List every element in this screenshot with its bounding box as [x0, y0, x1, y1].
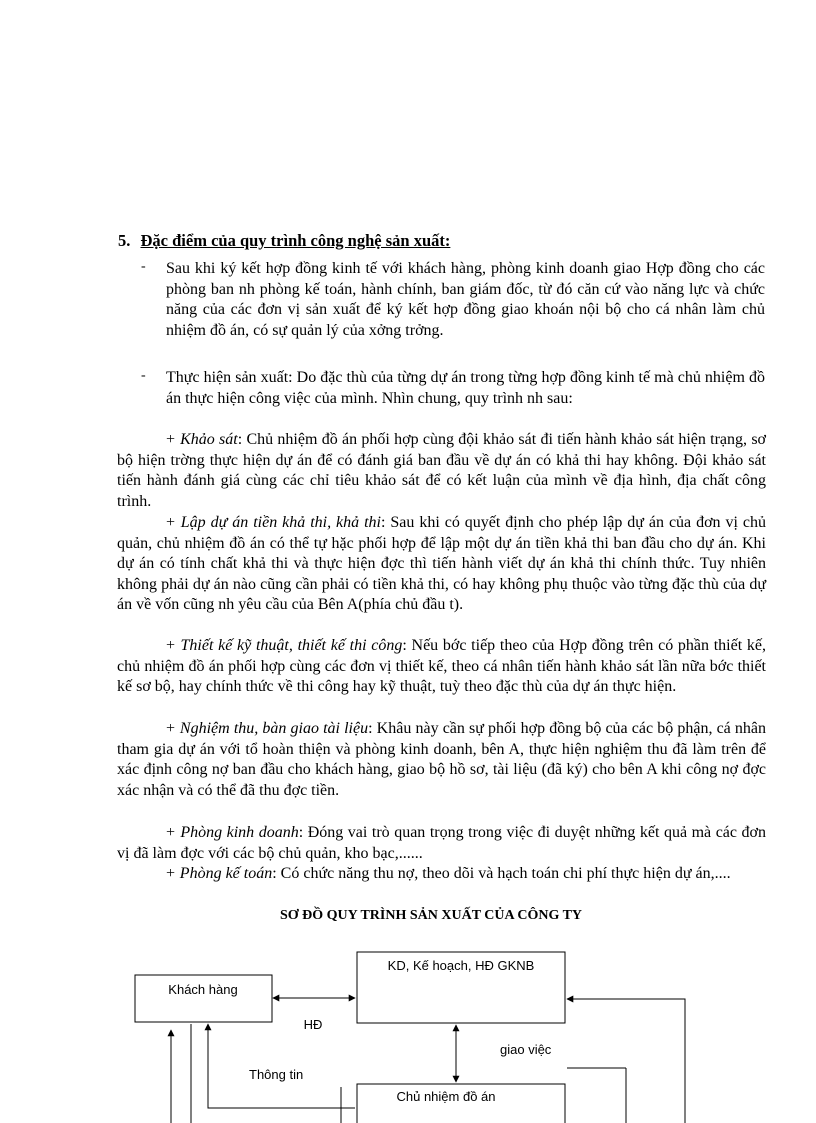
arrow-chu-nhiem-khach-hang	[208, 1024, 355, 1108]
paragraph-text: : Chủ nhiệm đồ án phối hợp cùng đội khảo sát đi tiến hành khảo sát hiện trạng, sơ bộ hiện trờng thực hiện dự án để có đánh giá ban đầu về dự án có khả thi hay không. Đội khảo sát tiến hành đánh giá cùng các chỉ tiêu khảo sát để có kết luận của mình về địa hình, địa chất công trình.	[117, 431, 767, 510]
bullet-text: Sau khi ký kết hợp đồng kinh tế với khách hàng, phòng kinh doanh giao Hợp đồng cho các phòng ban nh phòng kế toán, hành chính, ban giám đốc, từ đó căn cứ vào năng lực và chức năng của các đơn vị sản xuất để ký kết hợp đồng giao khoán nội bộ cho cá nhân làm chủ nhiệm đồ án, có sự quản lý của xởng trởng.	[166, 260, 765, 339]
edge-label-thong-tin: Thông tin	[249, 1067, 304, 1082]
paragraph-lead: + Lập dự án tiền khả thi, khả thi	[165, 514, 381, 531]
diagram-title: SƠ ĐỒ QUY TRÌNH SẢN XUẤT CỦA CÔNG TY	[279, 908, 583, 923]
paragraph-lead: + Thiết kế kỹ thuật, thiết kế thi công	[165, 637, 403, 654]
paragraph-text: : Có chức năng thu nợ, theo dõi và hạch toán chi phí thực hiện dự án,....	[272, 865, 731, 882]
section-number: 5.	[118, 231, 131, 250]
edge-label-hd: HĐ	[303, 1017, 323, 1032]
bullet-text: Thực hiện sản xuất: Do đặc thù của từng dự án trong từng hợp đồng kinh tế mà chủ nhiệm đồ án thực hiện công việc của mình. Nhìn chung, quy trình nh sau:	[166, 369, 765, 407]
section-title: Đặc điểm của quy trình công nghệ sản xuất:	[140, 231, 451, 250]
paragraph-lead: + Phòng kinh doanh	[165, 824, 299, 841]
box-khach-hang-label: Khách hàng	[168, 982, 238, 997]
paragraph-lead: + Khảo sát	[165, 431, 238, 448]
paragraph-lead: + Phòng kế toán	[165, 865, 273, 882]
paragraph-lead: + Nghiệm thu, bàn giao tài liệu	[165, 720, 369, 737]
box-chu-nhiem-do-an-label: Chủ nhiệm đồ án	[396, 1089, 496, 1104]
box-kd-ke-hoach-label: KD, Kế hoạch, HĐ GKNB	[387, 958, 535, 973]
paragraph-text: : Nếu bớc tiếp theo của Hợp đồng trên có phần thiết kế, chủ nhiệm đồ án phối hợp cùng các đơn vị thiết kế, theo cá nhân tiến hành khảo sát lần nữa bớc thiết kế sơ bộ, hay chính thức về thi công hay kỹ thuật, tuỳ theo đặc thù của dự án thực hiện.	[117, 637, 766, 695]
bullet-marker: -	[141, 259, 146, 274]
paragraph-text: : Đóng vai trò quan trọng trong việc đi duyệt những kết quả mà các đơn vị đã làm đợc với các bộ chủ quản, kho bạc,......	[117, 824, 766, 862]
edge-label-giao-viec: giao việc	[500, 1042, 552, 1057]
paragraph-text: : Khâu này cần sự phối hợp đồng bộ của các bộ phận, cá nhân tham gia dự án với tổ hoàn thiện và phòng kinh doanh, bên A, thực hiện nghiệm thu đã làm trên để xác định công nợ ban đầu cho khách hàng, giao bộ hồ sơ, tài liệu (đã ký) cho bên A khi công nợ đợc xác nhận và có thể đã thu đợc tiền.	[117, 720, 767, 799]
line-chu-nhiem-left	[341, 1087, 355, 1123]
bullet-marker: -	[141, 368, 146, 383]
paragraph-text: : Sau khi có quyết định cho phép lập dự án của đơn vị chủ quản, chủ nhiệm đồ án có thể tự hặc phối hợp để lập một dự án tiền khả thi ban đầu cho dự án. Khi dự án có tính chất khả thi và thực hiện đợc thì tiến hành viết dự án khả thi chính thức. Tuy nhiên không phải dự án nào cũng cần phải có tiền khả thi, có hay không phụ thuộc vào từng đặc thù của dự án về vốn cũng nh yêu cầu của Bên A(phía chủ đầu t).	[117, 514, 767, 613]
